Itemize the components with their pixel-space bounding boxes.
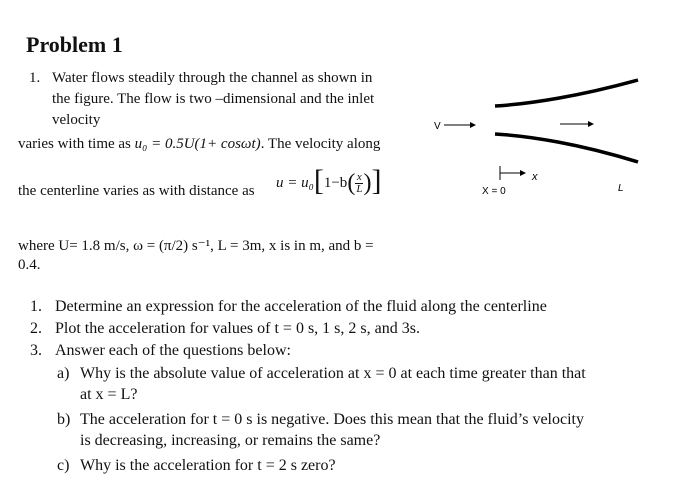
subquestion-a-line-1: Why is the absolute value of acceleration at x = 0 at each time greater than that bbox=[80, 365, 586, 382]
x-axis-arrowhead bbox=[520, 170, 526, 176]
subquestion-b-line-1: The acceleration for t = 0 s is negative. Does this mean that the fluid’s velocity bbox=[80, 411, 584, 428]
paren-right: ) bbox=[363, 170, 372, 196]
channel-lower-wall bbox=[495, 134, 638, 162]
question-2-text: Plot the acceleration for values of t = 0 s, 1 s, 2 s, and 3s. bbox=[55, 320, 420, 337]
outlet-arrowhead bbox=[588, 121, 594, 127]
inlet-arrowhead bbox=[470, 122, 476, 128]
params-line-2: 0.4. bbox=[18, 257, 41, 273]
subquestion-b-label: b) bbox=[57, 411, 71, 428]
inlet-velocity-label: V bbox=[434, 121, 441, 132]
subquestion-a-line-2: at x = L? bbox=[80, 386, 138, 403]
intro-line-4 bbox=[18, 135, 380, 154]
equation-mid: 1−b bbox=[323, 175, 348, 191]
params-line-1: where U= 1.8 m/s, ω = (π/2) s⁻¹, L = 3m, x is in m, and b = bbox=[18, 238, 374, 254]
intro-line-1: Water flows steadily through the channel as shown in bbox=[52, 70, 373, 86]
intro-line-4-c: . The velocity along bbox=[260, 136, 381, 152]
length-label: L bbox=[618, 183, 624, 194]
question-3-number: 3. bbox=[30, 342, 42, 359]
fraction-numerator: x bbox=[356, 171, 362, 184]
paren-left: ( bbox=[347, 170, 356, 196]
question-1-text: Determine an expression for the acceleration of the fluid along the centerline bbox=[55, 298, 547, 315]
channel-upper-wall bbox=[495, 80, 638, 106]
channel-figure bbox=[420, 76, 660, 206]
bracket-left: [ bbox=[313, 164, 324, 197]
question-2-number: 2. bbox=[30, 320, 42, 337]
intro-line-5: the centerline varies as with distance as bbox=[18, 183, 255, 199]
problem-number: 1. bbox=[29, 70, 41, 86]
fraction-denominator: L bbox=[356, 183, 363, 196]
subquestion-b-line-2: is decreasing, increasing, or remains the same? bbox=[80, 432, 381, 449]
origin-label: X = 0 bbox=[482, 186, 506, 197]
x-axis-label: x bbox=[532, 171, 538, 183]
bracket-right: ] bbox=[371, 164, 382, 197]
intro-line-2: the figure. The flow is two –dimensional and the inlet bbox=[52, 91, 375, 107]
centerline-equation bbox=[276, 164, 382, 197]
subquestion-a-label: a) bbox=[57, 365, 70, 382]
question-3-text: Answer each of the questions below: bbox=[55, 342, 291, 359]
question-1-number: 1. bbox=[30, 298, 42, 315]
intro-line-4-a: varies with time as bbox=[18, 136, 131, 152]
intro-line-3: velocity bbox=[52, 112, 101, 128]
subquestion-c-line-1: Why is the acceleration for t = 2 s zero? bbox=[80, 457, 336, 474]
inlet-velocity-formula: u₀ = 0.5U(1+ cosωt) bbox=[134, 136, 261, 152]
equation-lhs: u = u₀ bbox=[276, 175, 314, 191]
subquestion-c-label: c) bbox=[57, 457, 70, 474]
page-title: Problem 1 bbox=[26, 32, 123, 57]
